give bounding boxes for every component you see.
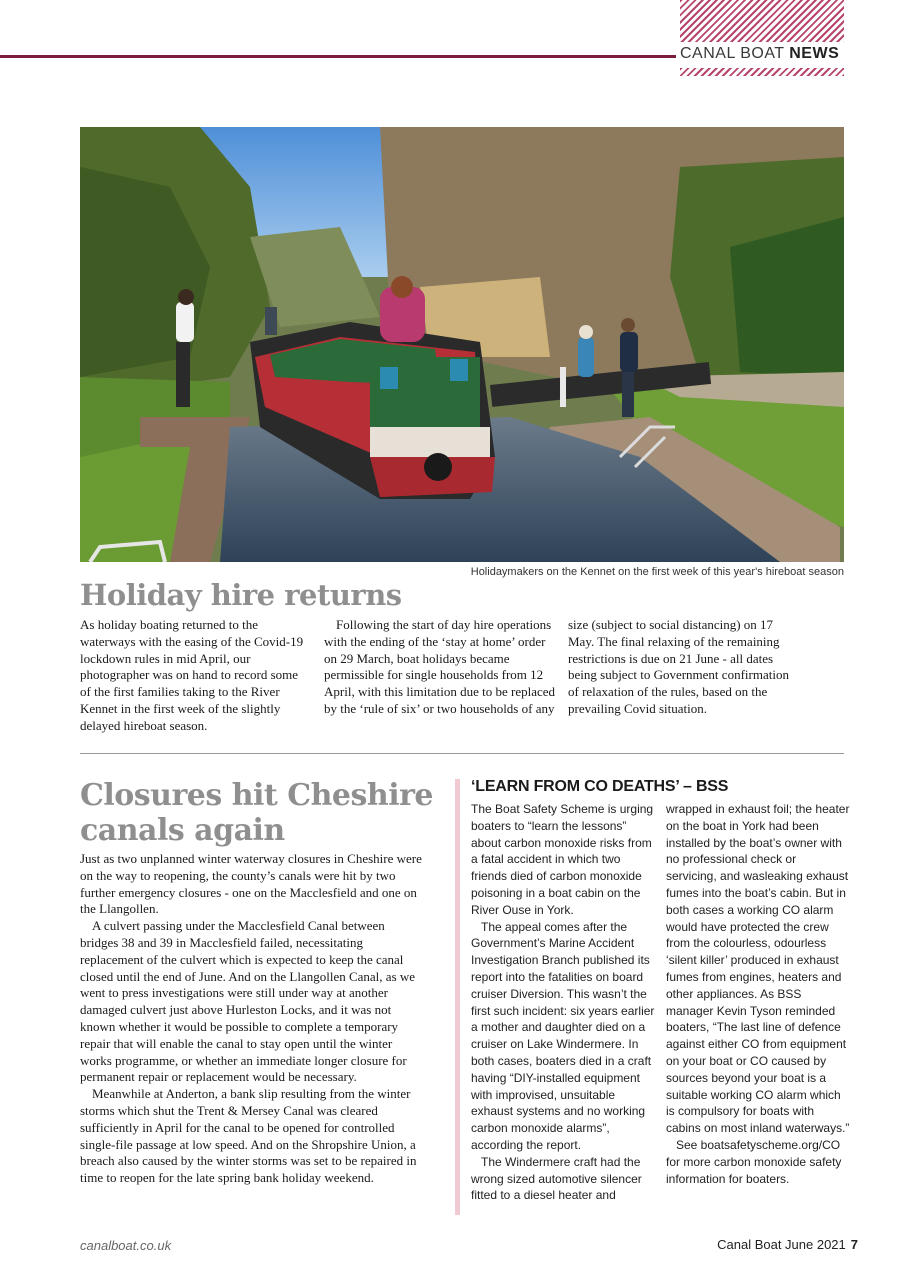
sidebar-paragraph: The Boat Safety Scheme is urging boaters to “learn the lessons” about carbon monoxide risks from a fatal accident in which two friends died of carbon monoxide poisoning in a boat cabin on the River Ouse in York. <box>471 802 654 917</box>
footer-magazine: Canal Boat June 2021 <box>717 1237 846 1252</box>
narrowboat-lock-photo <box>80 127 844 562</box>
sidebar-paragraph: The Windermere craft had the wrong sized automotive silencer fitted to a diesel heater and <box>471 1154 642 1203</box>
sidebar-accent-bar <box>455 779 460 1215</box>
story1-col2-text: Following the start of day hire operations with the ending of the ‘stay at home’ order on 29 March, boat holidays became permissible for single households from 12 April, with this limitation due to be replaced by the ‘rule of six’ or two households of any <box>324 617 556 716</box>
section-divider <box>80 753 844 754</box>
section-label <box>680 45 844 63</box>
section-label-light: CANAL BOAT <box>680 45 790 62</box>
footer-folio <box>717 1237 858 1252</box>
headline-cheshire-closures: Closures hit Cheshire canals again <box>80 778 433 848</box>
story2-paragraph: Meanwhile at Anderton, a bank slip resulting from the winter storms which shut the Trent & Mersey Canal was cleared sufficiently in April for the canal to be opened for controlled single-file passage at low speed. And on the Shropshire Union, a breach also caused by the winter storms was set to be repaired in time to reopen for the late spring bank holiday weekend. <box>80 1086 417 1186</box>
story2-paragraph: A culvert passing under the Macclesfield Canal between bridges 38 and 39 in Macclesfield failed, necessitating replacement of the culvert which is expected to keep the canal closed until the end of June. And on the Llangollen Canal, as we went to press investigations were still under way at another damaged culvert just above Hurleston Locks, and it was not known whether it would be possible to complete a temporary repair that will enable the canal to stay open until the winter works programme, or whether an immediate longer closure for permanent repair or replacement would be necessary. <box>80 918 416 1085</box>
story1-column-2 <box>324 617 556 718</box>
header-rule <box>0 55 676 58</box>
story1-col3-text: size (subject to social distancing) on 17 May. The final relaxing of the remaining restrictions is due on 21 June - all dates being subject to Government confirmation of relaxation of the rules, based on the prevailing Covid situation. <box>568 617 789 716</box>
photo-caption: Holidaymakers on the Kennet on the first week of this year's hireboat season <box>470 566 844 578</box>
story1-col1-text: As holiday boating returned to the waterways with the easing of the Covid-19 lockdown rules in mid April, our photographer was on hand to record some of the first families taking to the River Kennet in the first week of the slightly delayed hireboat season. <box>80 617 304 733</box>
section-label-bold: NEWS <box>789 45 840 62</box>
sidebar-column-1 <box>471 801 655 1204</box>
page-number: 7 <box>850 1237 858 1252</box>
header-hatch-top <box>680 0 844 42</box>
story2-body <box>80 851 424 1187</box>
sidebar-paragraph: wrapped in exhaust foil; the heater on the boat in York had been installed by the boat’s owner with no professional check or servicing, and wasleaking exhaust fumes into the boat’s cabin. But in both cases a working CO alarm would have protected the crew from the colourless, odourless ‘silent killer’ produced in exhaust fumes from engines, heaters and other appliances. As BSS manager Kevin Tyson reminded boaters, “The last line of defence against either CO from equipment on your boat or CO caused by sources beyond your boat is a suitable working CO alarm which is compulsory for boats with cabins on most inland waterways.” <box>666 802 850 1136</box>
sidebar-paragraph: See boatsafetyscheme.org/CO for more carbon monoxide safety information for boaters. <box>666 1137 842 1186</box>
story1-column-1 <box>80 617 312 735</box>
header-hatch-bottom <box>680 68 844 76</box>
sidebar-paragraph: The appeal comes after the Government’s Marine Accident Investigation Branch published its report into the fatalities on board cruiser Diversion. This wasn’t the first such incident: six years earlier a mother and daughter died on a cruiser on Lake Windermere. In both cases, boaters died in a craft having “DIY-installed equipment with improvised, unsuitable exhaust systems and no working carbon monoxide alarms”, according the report. <box>471 919 655 1152</box>
story2-paragraph: Just as two unplanned winter waterway closures in Cheshire were on the way to reopening, the county’s canals were hit by two further emergency closures - one on the Macclesfield and one on the Llangollen. <box>80 851 422 917</box>
sidebar-title: ‘LEARN FROM CO DEATHS’ – BSS <box>471 778 729 795</box>
footer-website: canalboat.co.uk <box>80 1238 172 1253</box>
headline-holiday-hire: Holiday hire returns <box>80 578 402 612</box>
sidebar-column-2 <box>666 801 850 1187</box>
story1-column-3 <box>568 617 800 718</box>
